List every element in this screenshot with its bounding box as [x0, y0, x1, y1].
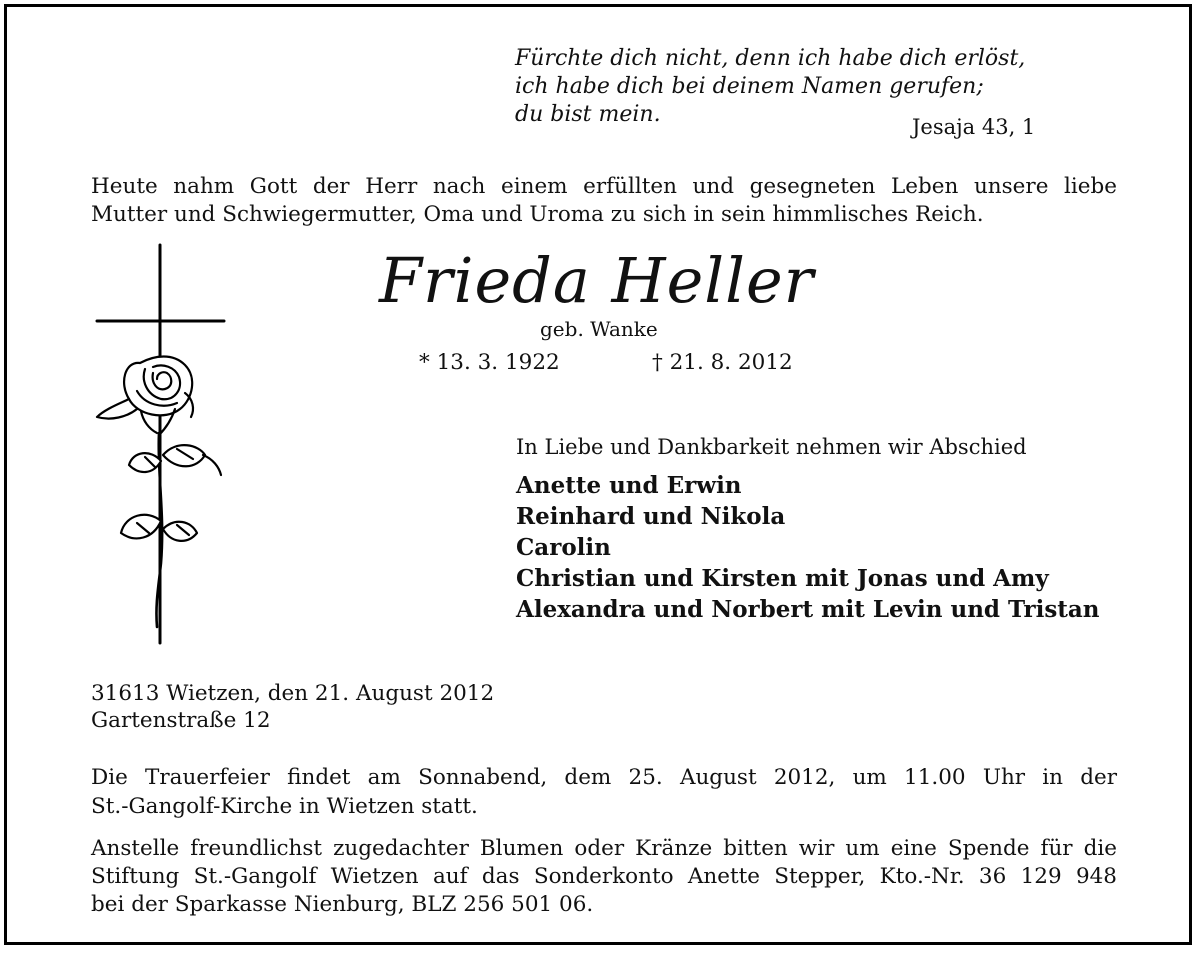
cross-with-rose-icon — [85, 243, 235, 653]
street-address: Gartenstraße 12 — [91, 708, 271, 733]
list-item: Anette und Erwin — [516, 472, 742, 499]
donation-notice — [91, 835, 1117, 919]
funeral-line-1: Die Trauerfeier findet am Sonnabend, dem 25. August 2012, um 11.00 Uhr in der — [91, 765, 1117, 790]
list-item: Carolin — [516, 534, 611, 561]
deceased-name: Frieda Heller — [379, 244, 815, 317]
intro-text — [91, 173, 1117, 229]
verse-line-2: ich habe dich bei deinem Namen gerufen; — [515, 74, 984, 99]
place-and-date: 31613 Wietzen, den 21. August 2012 — [91, 681, 495, 706]
donation-line-2: Stiftung St.-Gangolf Wietzen auf das Sonderkonto Anette Stepper, Kto.-Nr. 36 129 948 — [91, 864, 1117, 889]
birth-date: * 13. 3. 1922 — [419, 350, 560, 375]
funeral-line-2: St.-Gangolf-Kirche in Wietzen statt. — [91, 794, 478, 819]
farewell-text: In Liebe und Dankbarkeit nehmen wir Abschied — [516, 435, 1027, 459]
birth-name: geb. Wanke — [540, 317, 658, 341]
intro-line-1: Heute nahm Gott der Herr nach einem erfüllten und gesegneten Leben unsere liebe — [91, 174, 1117, 199]
verse-reference: Jesaja 43, 1 — [912, 115, 1036, 139]
verse-line-1: Fürchte dich nicht, denn ich habe dich erlöst, — [515, 46, 1026, 71]
list-item: Reinhard und Nikola — [516, 503, 786, 530]
funeral-notice — [91, 763, 1117, 821]
list-item: Christian und Kirsten mit Jonas und Amy — [516, 565, 1049, 592]
death-date: † 21. 8. 2012 — [652, 350, 793, 375]
verse-line-3: du bist mein. — [515, 102, 661, 127]
list-item: Alexandra und Norbert mit Levin und Tristan — [516, 596, 1100, 623]
donation-line-3: bei der Sparkasse Nienburg, BLZ 256 501 06. — [91, 892, 594, 917]
address-block — [91, 680, 494, 734]
obituary-notice — [4, 4, 1192, 945]
intro-line-2: Mutter und Schwiegermutter, Oma und Uroma zu sich in sein himmlisches Reich. — [91, 202, 984, 227]
donation-line-1: Anstelle freundlichst zugedachter Blumen oder Kränze bitten wir um eine Spende für die — [91, 836, 1117, 861]
mourners-list — [516, 470, 1100, 625]
